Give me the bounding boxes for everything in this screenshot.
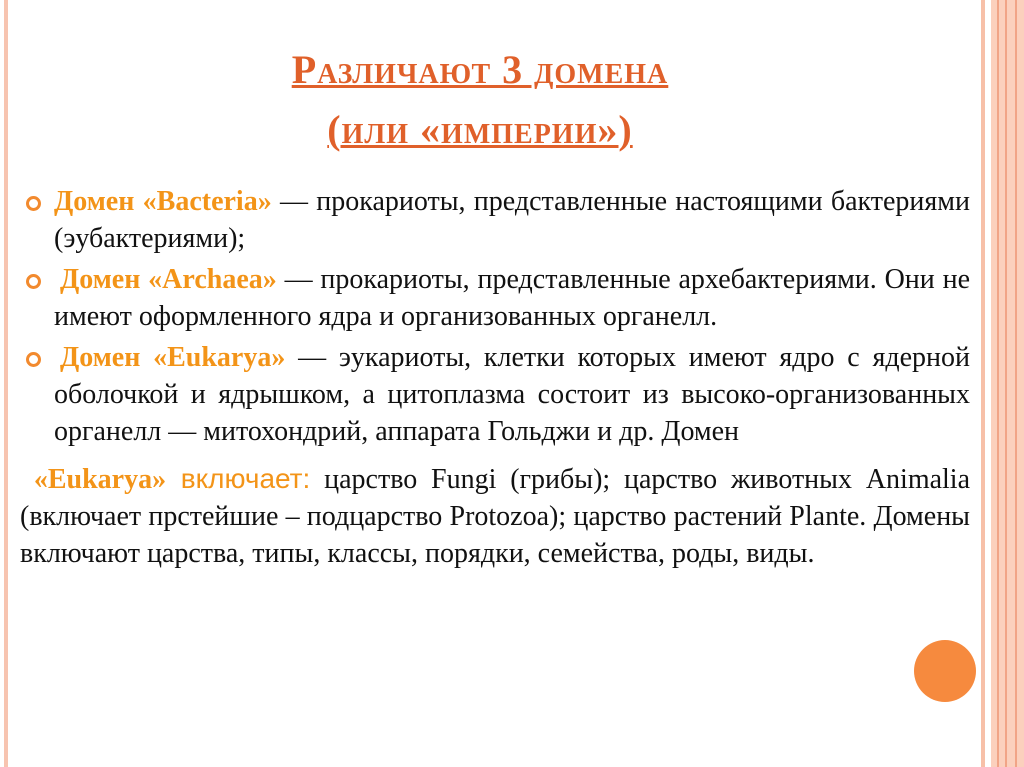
list-item [20,183,970,257]
list-item [20,261,970,335]
left-border-line [4,0,8,767]
item-label: Домен «Archaea» [60,264,277,295]
item-label: Домен «Eukarya» [60,342,286,373]
right-decorative-band [991,0,1024,767]
item-text: — прокариоты, представленные архебактериями. Они не имеют оформленного ядра и организованных органелл. [54,264,971,332]
item-label: Домен «Bacteria» [54,186,272,217]
right-border-line [981,0,985,767]
paragraph-text: царство Fungi (грибы); царство животных Animalia (включает прстейшие – подцарство Protozoa); царство растений Plante. Домены включают царства, типы, классы, порядки, семейства, роды, виды. [20,464,971,569]
slide-title [100,40,860,160]
title-line-1: Различают 3 домена [291,47,669,92]
item-text: — прокариоты, представленные настоящими бактериями (эубактериями); [54,186,970,254]
paragraph-label-2: включает: [166,463,311,494]
paragraph [20,460,970,572]
item-text: — эукариоты, клетки которых имеют ядро с ядерной оболочкой и ядрышком, а цитоплазма состоит из высоко-организованных органелл — митохондрий, аппарата Гольджи и др. Домен [54,342,970,447]
slide-body [20,183,970,572]
title-line-2: (или «империи») [327,107,633,152]
paragraph-label: «Eukarya» [33,464,167,495]
bullet-icon [26,352,41,367]
bullet-icon [26,196,41,211]
list-item [20,339,970,450]
decorative-circle [914,640,976,702]
bullet-icon [26,274,41,289]
